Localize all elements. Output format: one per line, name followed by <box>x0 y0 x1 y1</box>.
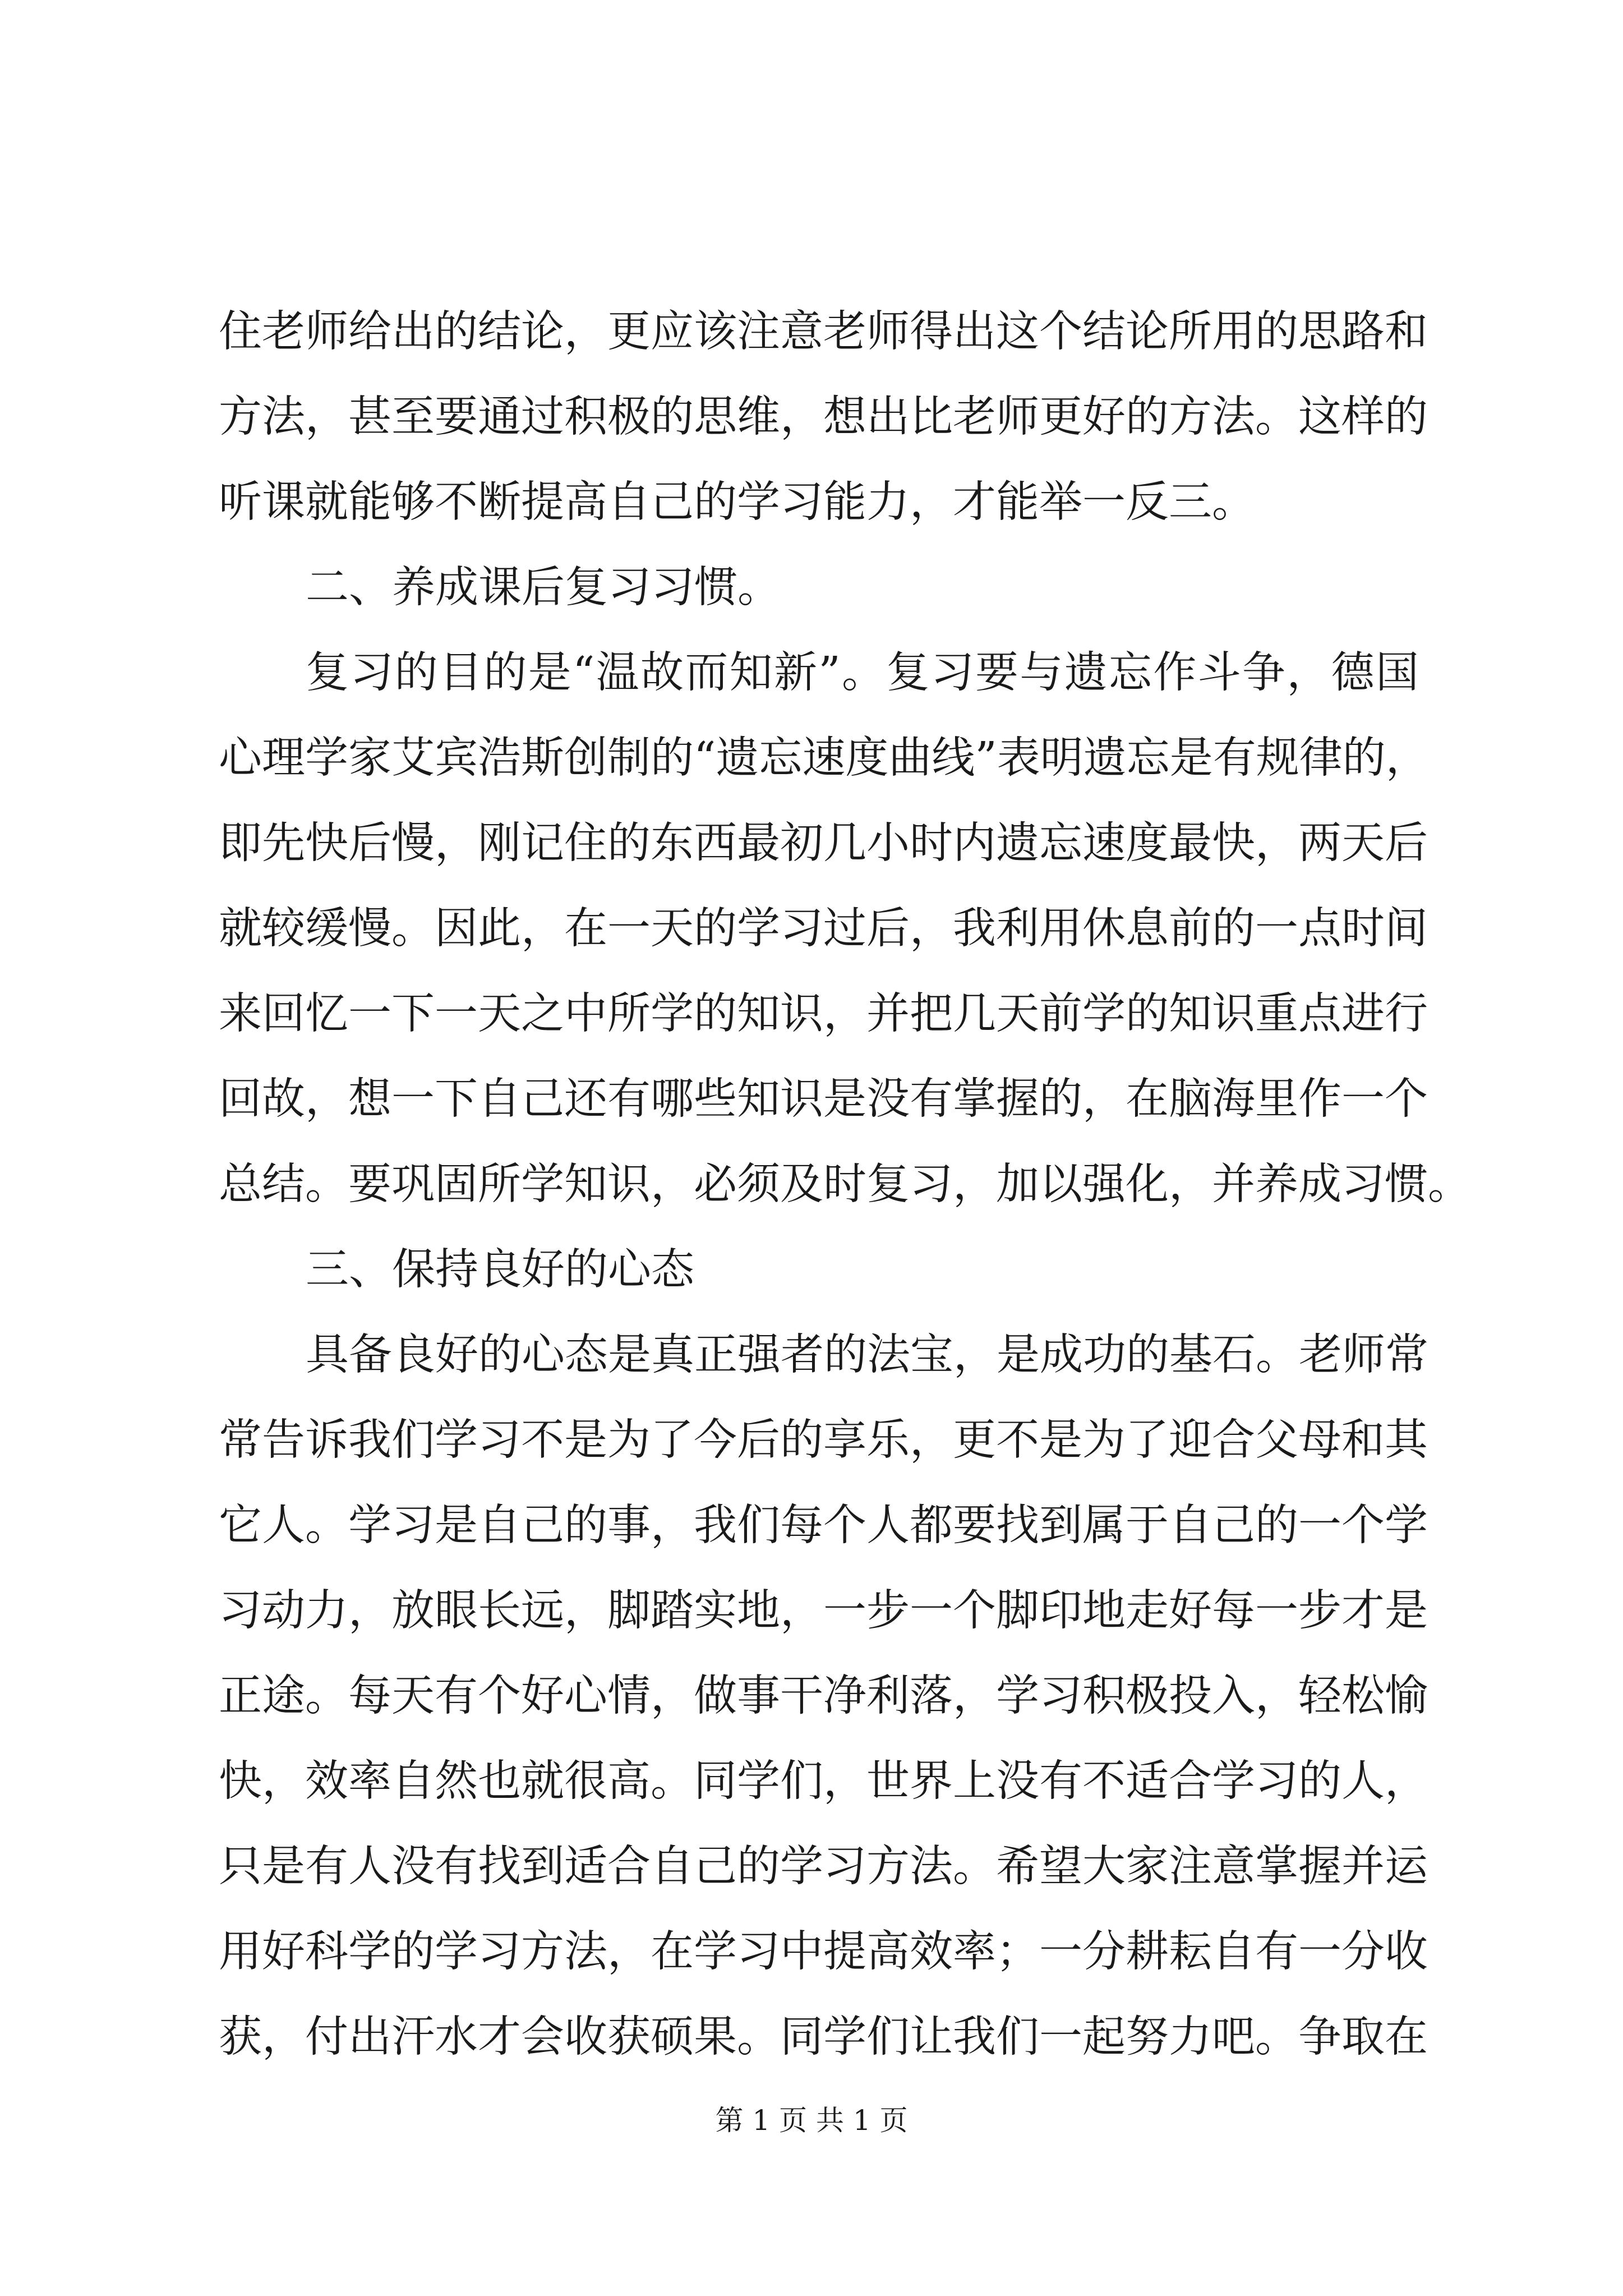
body-line-15: 它人。学习是自己的事，我们每个人都要找到属于自己的一个学 <box>219 1501 1428 1550</box>
body-line-2: 方法，甚至要通过积极的思维，想出比老师更好的方法。这样的 <box>219 392 1428 442</box>
body-line-19: 只是有人没有找到适合自己的学习方法。希望大家注意掌握并运 <box>219 1842 1428 1892</box>
body-line-17: 正途。每天有个好心情，做事干净利落，学习积极投入，轻松愉 <box>219 1671 1428 1721</box>
page-footer: 第 1 页 共 1 页 <box>715 2104 908 2137</box>
body-line-6: 心理学家艾宾浩斯创制的“遗忘速度曲线”表明遗忘是有规律的， <box>219 733 1429 783</box>
body-line-1: 住老师给出的结论，更应该注意老师得出这个结论所用的思路和 <box>219 307 1428 357</box>
body-line-3: 听课就能够不断提高自己的学习能力，才能举一反三。 <box>219 477 1255 527</box>
body-line-18: 快，效率自然也就很高。同学们，世界上没有不适合学习的人， <box>219 1756 1428 1806</box>
body-line-11: 总结。要巩固所学知识，必须及时复习，加以强化，并养成习惯。 <box>219 1159 1471 1209</box>
body-line-9: 来回忆一下一天之中所学的知识，并把几天前学的知识重点进行 <box>219 989 1428 1039</box>
body-line-14: 常告诉我们学习不是为了今后的享乐，更不是为了迎合父母和其 <box>219 1415 1428 1465</box>
body-line-21: 获，付出汗水才会收获硕果。同学们让我们一起努力吧。争取在 <box>219 2012 1428 2062</box>
body-line-20: 用好科学的学习方法，在学习中提高效率；一分耕耘自有一分收 <box>219 1927 1428 1977</box>
body-line-16: 习动力，放眼长远，脚踏实地，一步一个脚印地走好每一步才是 <box>219 1586 1428 1636</box>
section-heading-3: 三、保持良好的心态 <box>306 1245 694 1295</box>
body-line-8: 就较缓慢。因此，在一天的学习过后，我利用休息前的一点时间 <box>219 904 1428 954</box>
body-line-10: 回故，想一下自己还有哪些知识是没有掌握的，在脑海里作一个 <box>219 1074 1428 1124</box>
body-line-5: 复习的目的是“温故而知新”。复习要与遗忘作斗争，德国 <box>306 648 1419 698</box>
body-line-7: 即先快后慢，刚记住的东西最初几小时内遗忘速度最快，两天后 <box>219 818 1428 868</box>
section-heading-2: 二、养成课后复习习惯。 <box>306 563 781 613</box>
body-line-13: 具备良好的心态是真正强者的法宝，是成功的基石。老师常 <box>306 1330 1428 1380</box>
